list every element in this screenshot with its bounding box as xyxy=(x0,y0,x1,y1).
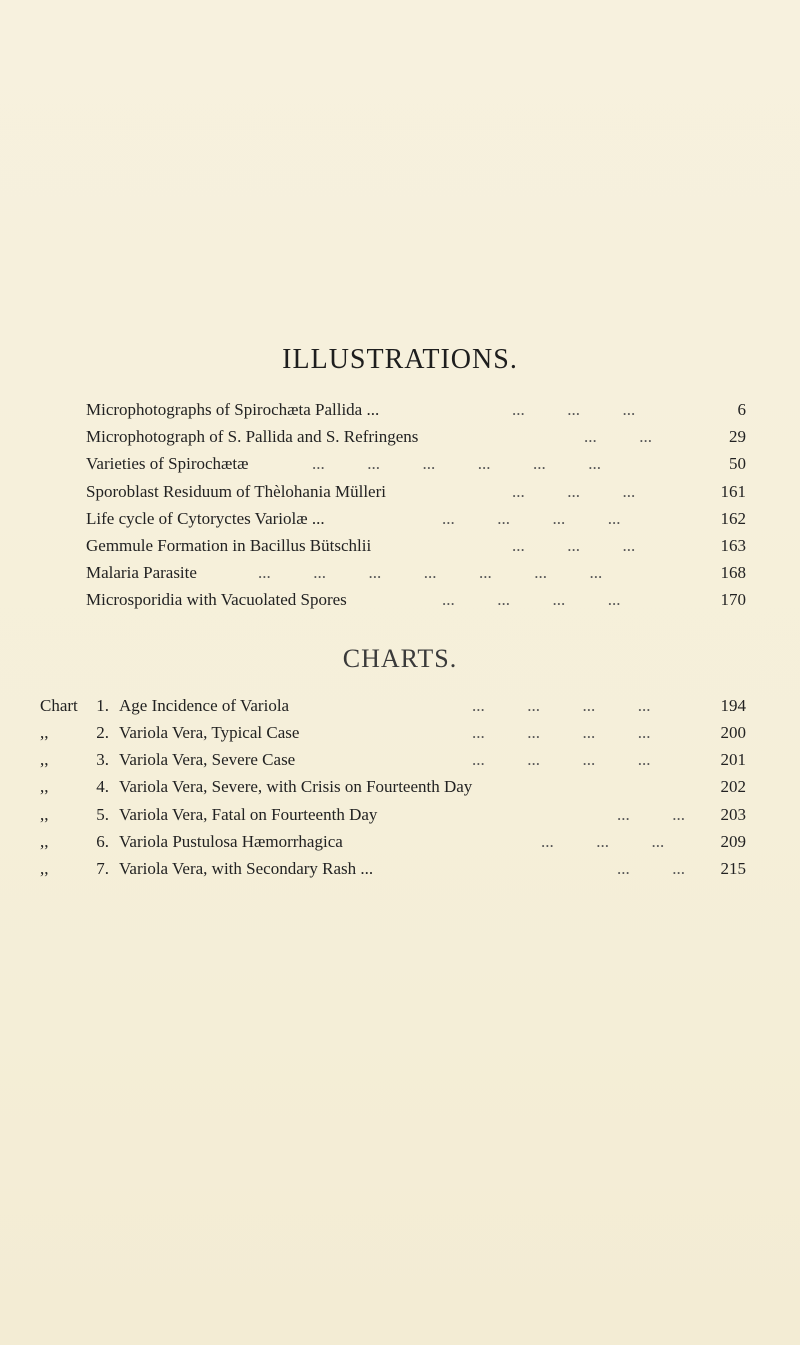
illustrations-heading: ILLUSTRATIONS. xyxy=(282,344,518,375)
chart-prefix: ,, xyxy=(40,777,49,796)
leader-dots: ... ... ... xyxy=(512,400,636,419)
chart-prefix: ,, xyxy=(40,832,49,851)
leader-dots: ... ... ... ... xyxy=(472,723,651,742)
chart-prefix: ,, xyxy=(40,805,49,824)
chart-number: 7. xyxy=(96,859,109,878)
page-number: 209 xyxy=(720,832,746,851)
chart-entry xyxy=(40,721,746,745)
chart-entry xyxy=(40,830,746,854)
page-number: 202 xyxy=(720,777,746,796)
chart-prefix: ,, xyxy=(40,859,49,878)
leader-dots: ... ... xyxy=(617,805,685,824)
leader-dots: ... ... xyxy=(617,859,685,878)
page-number: 201 xyxy=(720,750,746,769)
illustration-entry xyxy=(86,588,746,612)
leader-dots: ... ... ... ... ... ... xyxy=(312,454,601,473)
illustration-entry xyxy=(86,534,746,558)
chart-number: 6. xyxy=(96,832,109,851)
illustration-title: Varieties of Spirochætæ xyxy=(86,454,249,473)
illustration-entry xyxy=(86,480,746,504)
illustration-title: Life cycle of Cytoryctes Variolæ ... xyxy=(86,509,325,528)
chart-number: 1. xyxy=(96,696,109,715)
page-number: 203 xyxy=(720,805,746,824)
chart-number: 2. xyxy=(96,723,109,742)
leader-dots: ... ... ... xyxy=(512,536,636,555)
illustration-entry xyxy=(86,561,746,585)
illustration-entry xyxy=(86,398,746,422)
page-number: 163 xyxy=(720,536,746,555)
chart-entry xyxy=(40,803,746,827)
illustration-title: Microphotographs of Spirochæta Pallida ... xyxy=(86,400,380,419)
page-number: 161 xyxy=(720,482,746,501)
chart-prefix: Chart xyxy=(40,696,78,715)
leader-dots: ... ... ... ... xyxy=(472,750,651,769)
leader-dots: ... ... xyxy=(584,427,652,446)
illustration-title: Microphotograph of S. Pallida and S. Refringens xyxy=(86,427,419,446)
page-number: 162 xyxy=(720,509,746,528)
chart-title: Variola Pustulosa Hæmorrhagica xyxy=(119,832,343,851)
chart-title: Variola Vera, Fatal on Fourteenth Day xyxy=(119,805,378,824)
page-number: 215 xyxy=(720,859,746,878)
chart-title: Variola Vera, Typical Case xyxy=(119,723,300,742)
page-number: 168 xyxy=(720,563,746,582)
chart-number: 4. xyxy=(96,777,109,796)
chart-title: Variola Vera, Severe, with Crisis on Fourteenth Day xyxy=(119,777,473,796)
page-number: 194 xyxy=(720,696,746,715)
page-number: 6 xyxy=(737,400,746,419)
illustration-title: Microsporidia with Vacuolated Spores xyxy=(86,590,347,609)
leader-dots: ... ... ... ... ... ... ... xyxy=(258,563,603,582)
leader-dots: ... ... ... ... xyxy=(472,696,651,715)
leader-dots: ... ... ... ... xyxy=(442,509,621,528)
page-number: 170 xyxy=(720,590,746,609)
chart-number: 3. xyxy=(96,750,109,769)
chart-prefix: ,, xyxy=(40,723,49,742)
leader-dots: ... ... ... xyxy=(541,832,665,851)
chart-entry xyxy=(40,857,746,881)
leader-dots: ... ... ... xyxy=(512,482,636,501)
illustration-entry xyxy=(86,507,746,531)
chart-entry xyxy=(40,775,746,799)
page-number: 50 xyxy=(729,454,746,473)
illustration-title: Gemmule Formation in Bacillus Bütschlii xyxy=(86,536,372,555)
charts-heading: CHARTS. xyxy=(342,644,458,673)
illustration-entry xyxy=(86,452,746,476)
chart-title: Variola Vera, with Secondary Rash ... xyxy=(119,859,374,878)
page-number: 200 xyxy=(720,723,746,742)
chart-entry xyxy=(40,748,746,772)
leader-dots: ... ... ... ... xyxy=(442,590,621,609)
chart-prefix: ,, xyxy=(40,750,49,769)
chart-title: Variola Vera, Severe Case xyxy=(119,750,296,769)
illustration-title: Malaria Parasite xyxy=(86,563,197,582)
page-number: 29 xyxy=(729,427,746,446)
chart-entry xyxy=(40,694,746,718)
illustration-entry xyxy=(86,425,746,449)
illustration-title: Sporoblast Residuum of Thèlohania Mülleri xyxy=(86,482,386,501)
chart-number: 5. xyxy=(96,805,109,824)
chart-title: Age Incidence of Variola xyxy=(119,696,290,715)
